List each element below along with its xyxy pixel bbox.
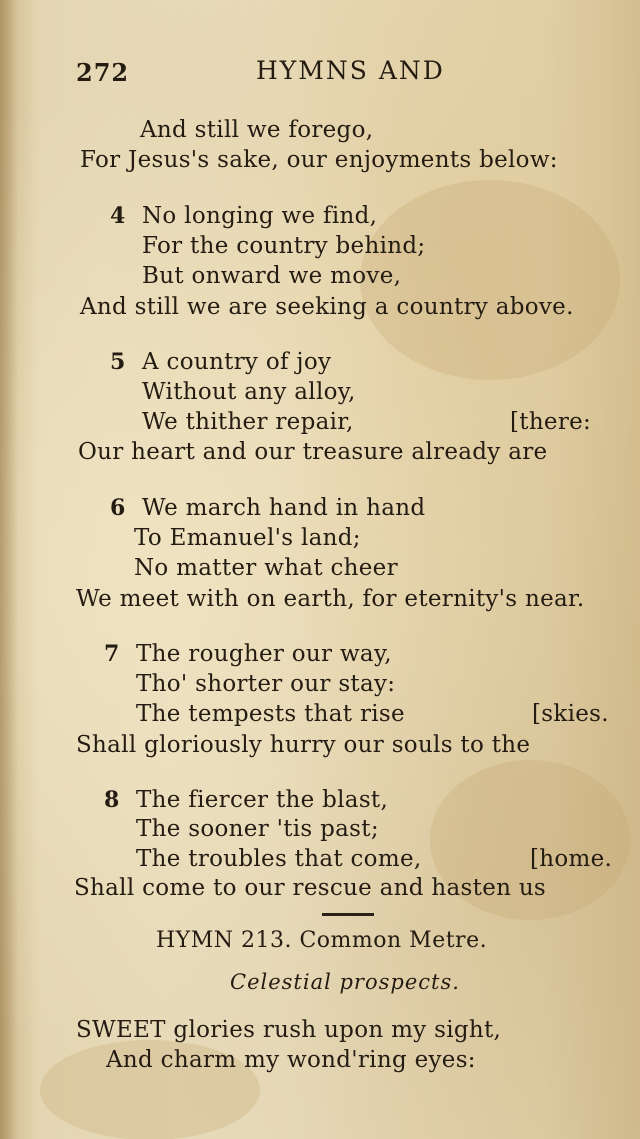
verse-line: The rougher our way, — [136, 641, 392, 667]
verse-line: The fiercer the blast, — [136, 787, 389, 813]
verse-line: A country of joy — [142, 349, 332, 375]
verse-line: For the country behind; — [142, 233, 426, 259]
verse-line: We thither repair, — [142, 409, 354, 435]
verse-line: And still we are seeking a country above. — [80, 294, 574, 320]
verse-line: Tho' shorter our stay: — [136, 671, 396, 697]
verse-line: The troubles that come, — [136, 846, 422, 872]
verse-line: Without any alloy, — [142, 379, 356, 405]
verse-line: And still we forego, — [140, 117, 374, 143]
verse-line: SWEET glories rush upon my sight, — [76, 1017, 502, 1043]
verse-line: We meet with on earth, for eternity's near. — [76, 586, 585, 612]
verse-line: The sooner 'tis past; — [136, 816, 379, 842]
hymn-subtitle: Celestial prospects. — [230, 970, 460, 994]
turnover-fragment: [skies. — [532, 701, 609, 727]
stanza-number: 8 — [104, 787, 120, 813]
page-gutter-shadow — [0, 0, 18, 1139]
stanza-number: 7 — [104, 641, 120, 667]
stanza-number: 6 — [110, 495, 126, 521]
verse-line: No matter what cheer — [134, 555, 398, 581]
turnover-fragment: [there: — [510, 409, 592, 435]
verse-line: We march hand in hand — [142, 495, 426, 521]
verse-line: No longing we find, — [142, 203, 378, 229]
turnover-fragment: [home. — [530, 846, 613, 872]
verse-line: Shall gloriously hurry our souls to the — [76, 732, 531, 758]
stanza-number: 5 — [110, 349, 126, 375]
hymn-heading: HYMN 213. Common Metre. — [156, 928, 488, 953]
stanza-number: 4 — [110, 203, 126, 229]
running-title: HYMNS AND — [256, 56, 445, 85]
verse-line: Our heart and our treasure already are — [78, 439, 548, 465]
verse-line: But onward we move, — [142, 263, 402, 289]
verse-line: To Emanuel's land; — [134, 525, 361, 551]
page-number: 272 — [76, 58, 130, 87]
section-rule — [322, 913, 374, 916]
verse-line: And charm my wond'ring eyes: — [106, 1047, 476, 1073]
verse-line: For Jesus's sake, our enjoyments below: — [80, 147, 558, 173]
verse-line: Shall come to our rescue and hasten us — [74, 875, 547, 901]
verse-line: The tempests that rise — [136, 701, 405, 727]
